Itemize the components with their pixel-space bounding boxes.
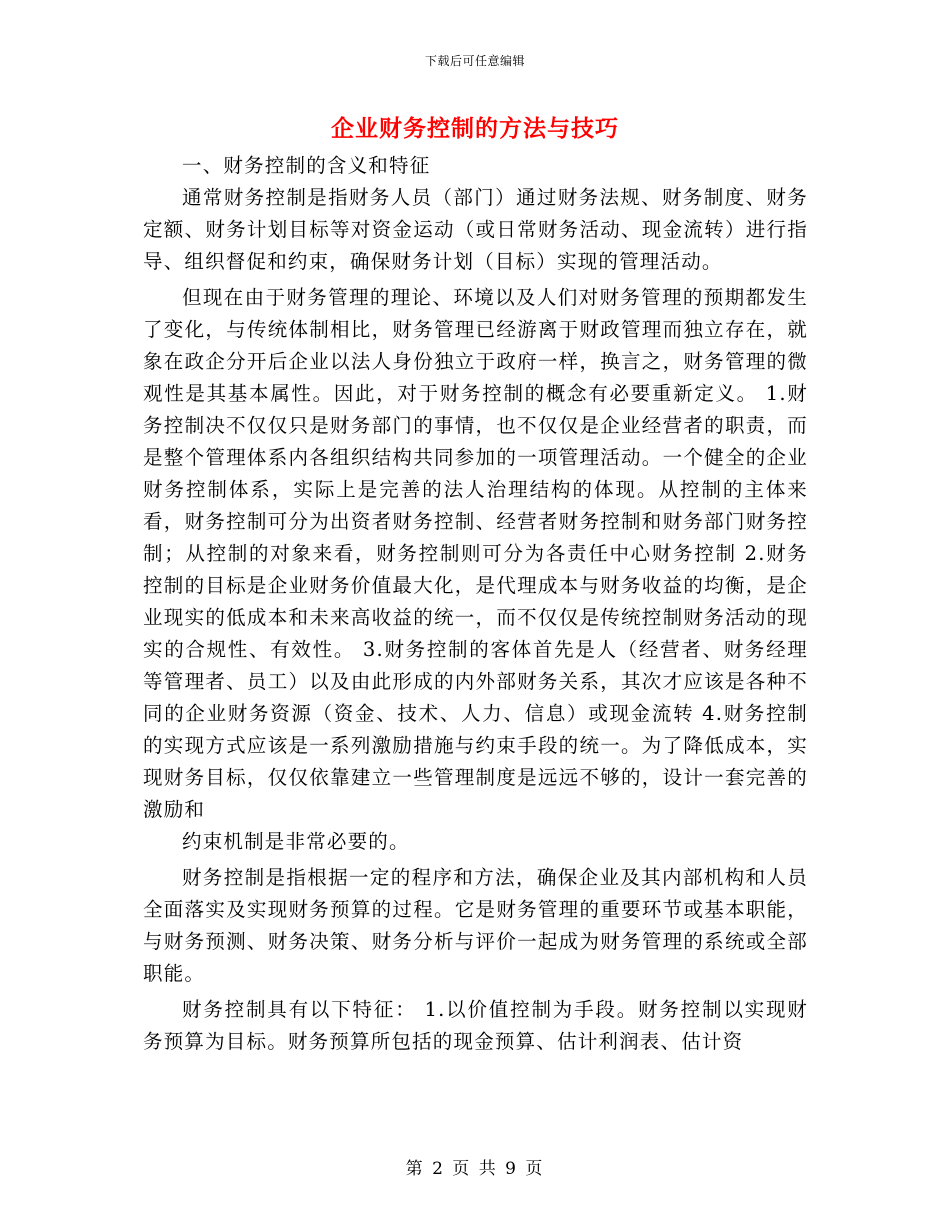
document-title: 企业财务控制的方法与技巧 — [331, 115, 619, 142]
section-heading: 一、财务控制的含义和特征 — [182, 154, 431, 177]
paragraph-process: 财务控制是指根据一定的程序和方法，确保企业及其内部机构和人员全面落实及实现财务预算的过程。它是财务管理的重要环节或基本职能，与财务预测、财务决策、财务分析与评价一起成为财务管理的系统或全部职能。 — [143, 866, 808, 985]
paragraph-redefinition: 但现在由于财务管理的理论、环境以及人们对财务管理的预期都发生了变化，与传统体制相比，财务管理已经游离于财政管理而独立存在，就象在政企分开后企业以法人身份独立于政府一样，换言之，财务管理的微观性是其基本属性。因此，对于财务控制的概念有必要重新定义。 1.财务控制决不仅仅只是财务部门的事情，也不仅仅是企业经营者的职责，而是整个管理体系内各组织结构共同参加的一项管理活动。一个健全的企业财务控制体系，实际上是完善的法人治理结构的体现。从控制的主体来看，财务控制可分为出资者财务控制、经营者财务控制和财务部门财务控制；从控制的对象来看，财务控制则可分为各责任中心财务控制 2.财务控制的目标是企业财务价值最大化，是代理成本与财务收益的均衡，是企业现实的低成本和未来高收益的统一，而不仅仅是传统控制财务活动的现实的合规性、有效性。 3.财务控制的客体首先是人（经营者、财务经理等管理者、员工）以及由此形成的内外部财务关系，其次才应该是各种不同的企业财务资源（资金、技术、人力、信息）或现金流转 4.财务控制的实现方式应该是一系列激励措施与约束手段的统一。为了降低成本，实现财务目标，仅仅依靠建立一些管理制度是远远不够的，设计一套完善的激励和 — [143, 286, 808, 821]
page-header-note: 下载后可任意编辑 — [424, 54, 525, 68]
paragraph-features: 财务控制具有以下特征： 1.以价值控制为手段。财务控制以实现财务预算为目标。财务预算所包括的现金预算、估计利润表、估计资 — [143, 998, 808, 1053]
document-body — [143, 150, 808, 1058]
page-footer-number: 第 2 页 共 9 页 — [405, 1159, 545, 1179]
paragraph-definition: 通常财务控制是指财务人员（部门）通过财务法规、财务制度、财务定额、财务计划目标等对资金运动（或日常财务活动、现金流转）进行指导、组织督促和约束，确保财务计划（目标）实现的管理活动。 — [143, 186, 808, 273]
paragraph-constraint: 约束机制是非常必要的。 — [182, 830, 410, 853]
